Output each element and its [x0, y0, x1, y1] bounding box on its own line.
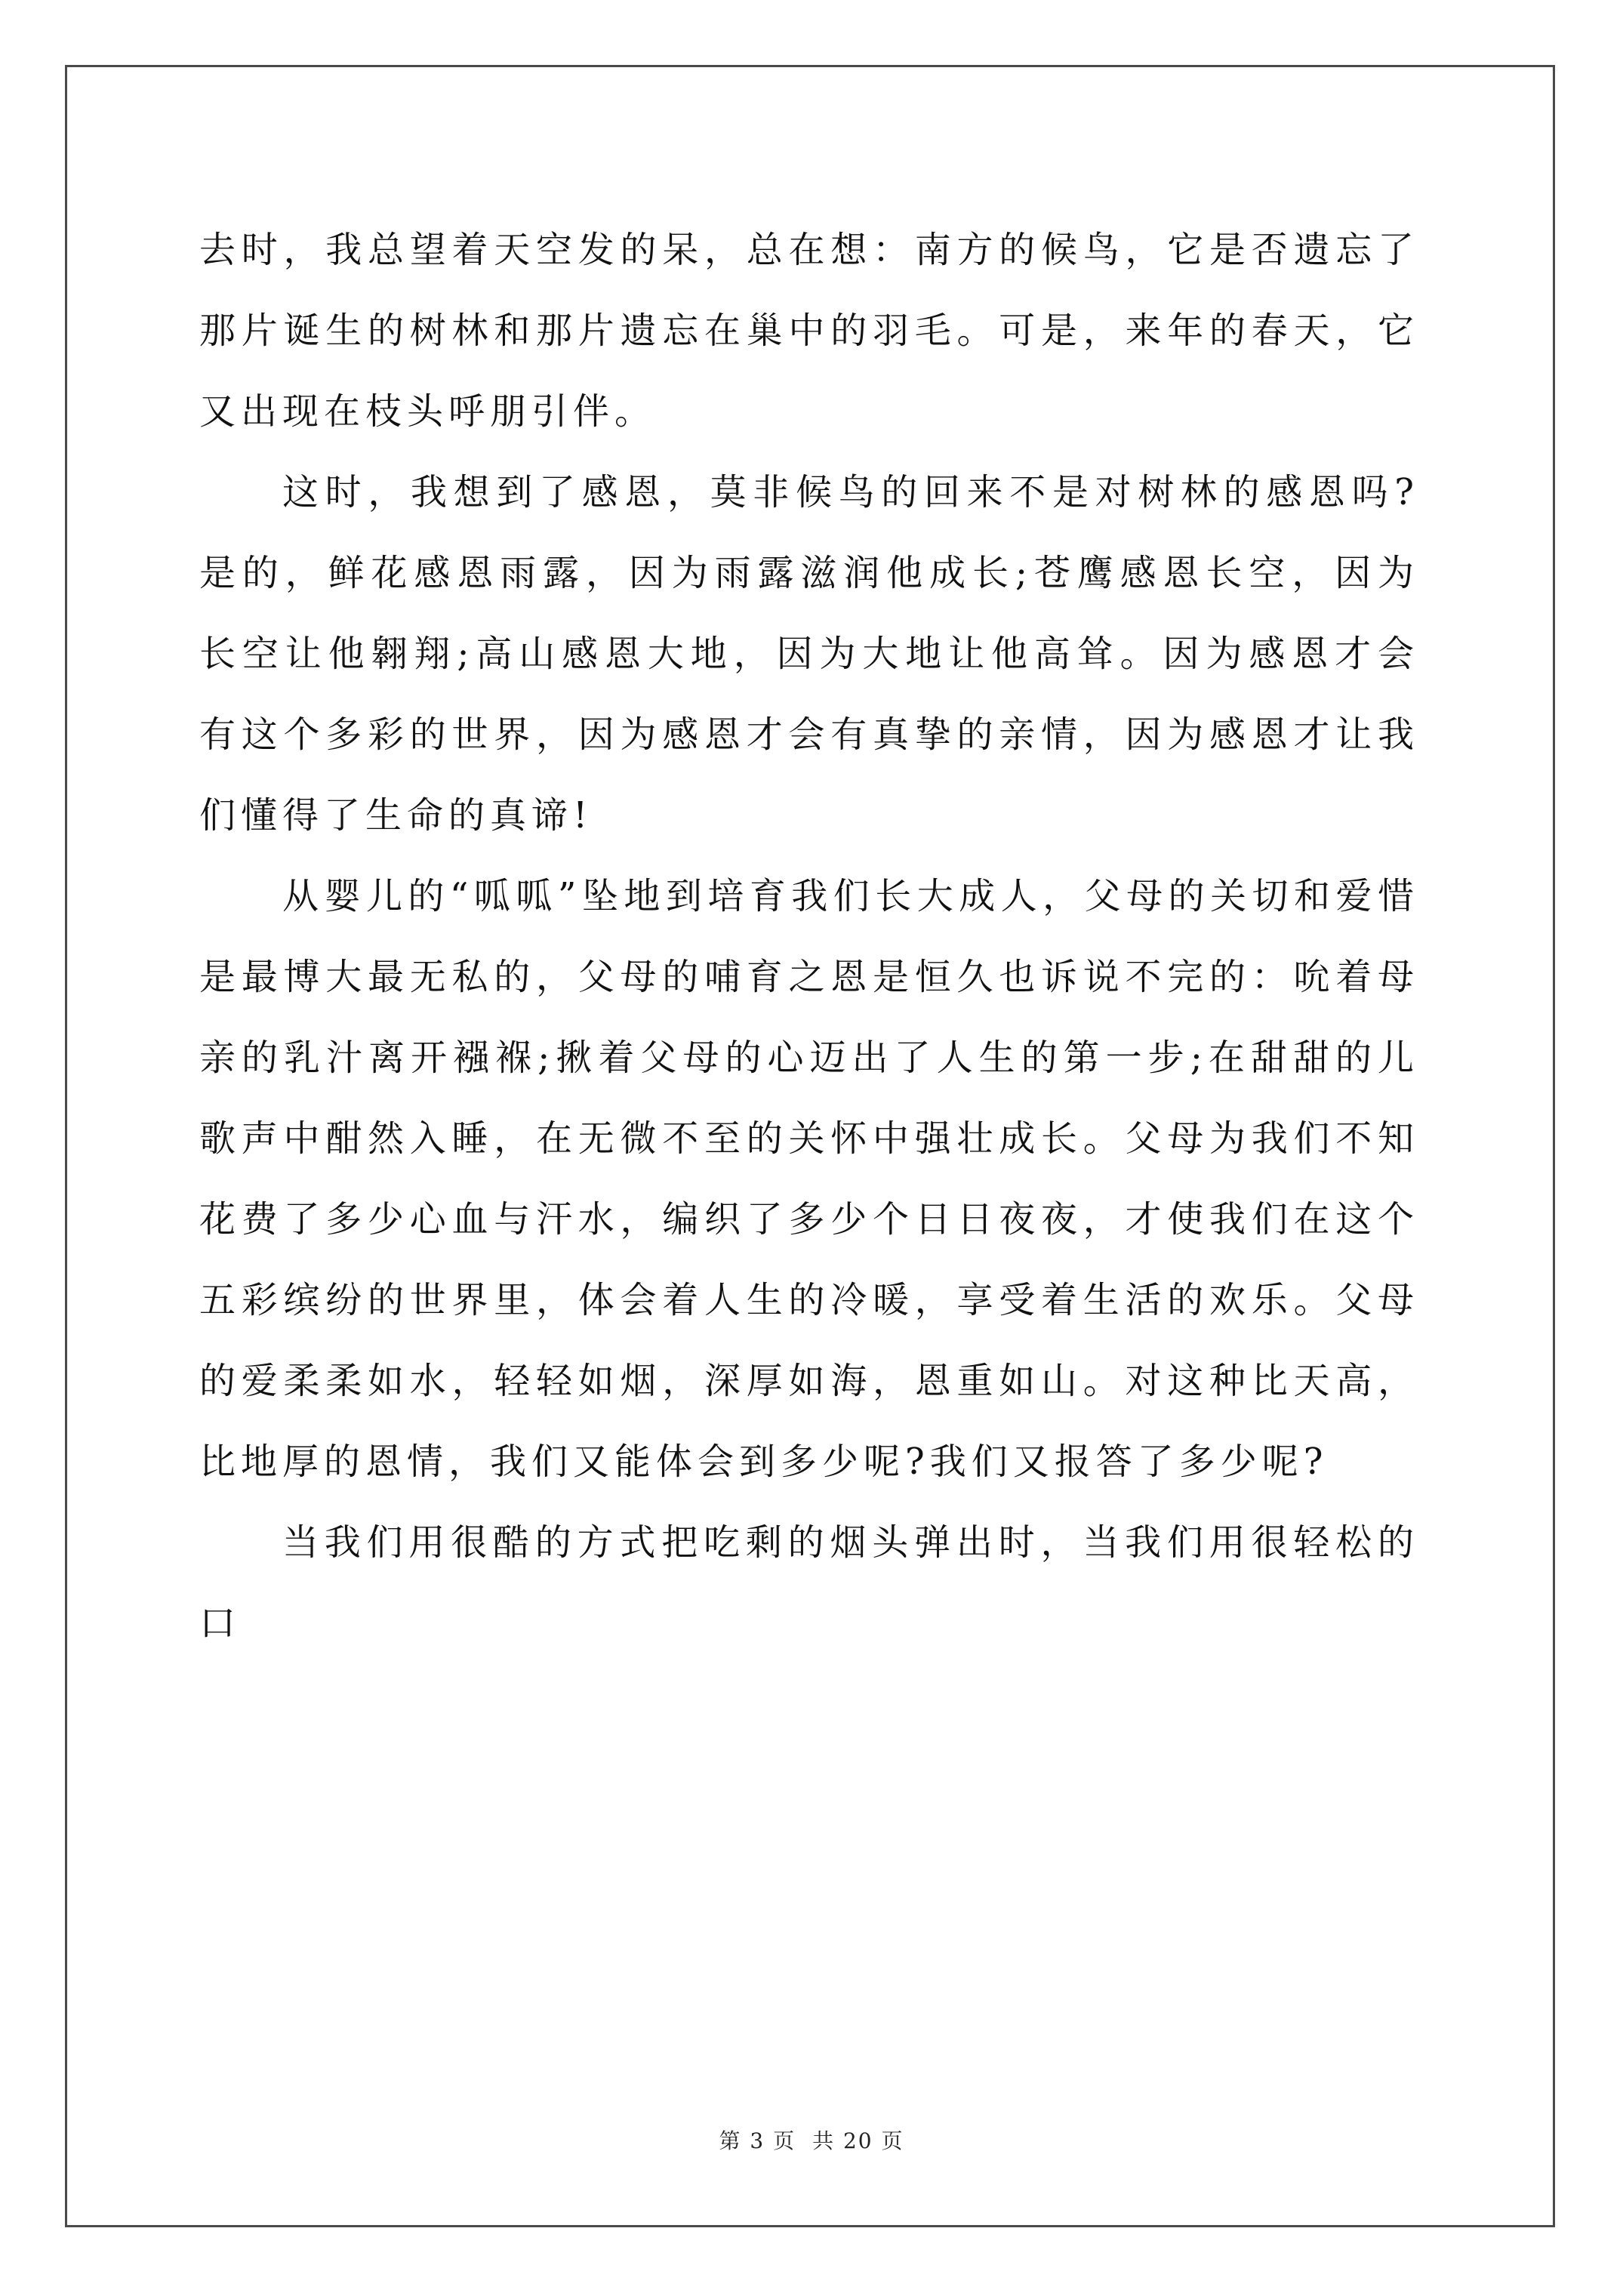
paragraph-2: 这时，我想到了感恩，莫非候鸟的回来不是对树林的感恩吗?是的，鲜花感恩雨露，因为雨露滋润他成长;苍鹰感恩长空，因为长空让他翱翔;高山感恩大地，因为大地让他高耸。因为感恩才会有这个多彩的世界，因为感恩才会有真挚的亲情，因为感恩才让我们懂得了生命的真谛! — [199, 471, 1419, 837]
document-body — [199, 210, 1419, 1664]
page-number: 第 3 页 — [719, 2128, 796, 2153]
page-total: 共 20 页 — [812, 2128, 904, 2153]
paragraph-1: 去时，我总望着天空发的呆，总在想：南方的候鸟，它是否遗忘了那片诞生的树林和那片遗忘在巢中的羽毛。可是，来年的春天，它又出现在枝头呼朋引伴。 — [199, 229, 1419, 433]
paragraph-3: 从婴儿的“呱呱”坠地到培育我们长大成人，父母的关切和爱惜是最博大最无私的，父母的哺育之恩是恒久也诉说不完的：吮着母亲的乳汁离开襁褓;揪着父母的心迈出了人生的第一步;在甜甜的儿歌声中酣然入睡，在无微不至的关怀中强壮成长。父母为我们不知花费了多少心血与汗水，编织了多少个日日夜夜，才使我们在这个五彩缤纷的世界里，体会着人生的冷暖，享受着生活的欢乐。父母的爱柔柔如水，轻轻如烟，深厚如海，恩重如山。对这种比天高，比地厚的恩情，我们又能体会到多少呢?我们又报答了多少呢? — [199, 875, 1419, 1483]
paragraph-4: 当我们用很酷的方式把吃剩的烟头弹出时，当我们用很轻松的口 — [199, 1521, 1419, 1644]
page-footer — [0, 2125, 1623, 2155]
